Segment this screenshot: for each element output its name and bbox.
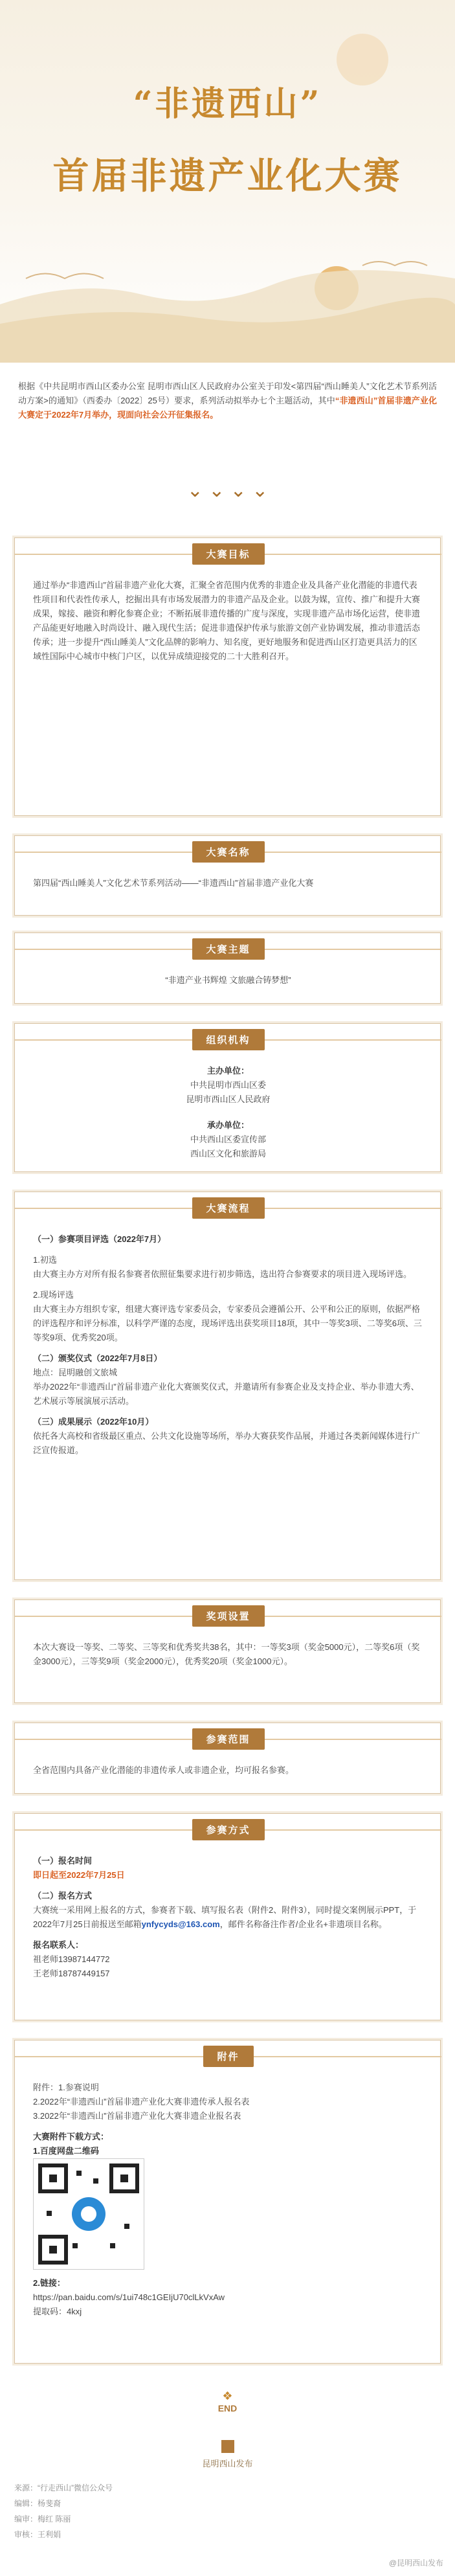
awards-text: 本次大赛设一等奖、二等奖、三等奖和优秀奖共38名，其中：一等奖3项（奖金5000元），二等奖6项（奖金3000元），三等奖9项（奖金2000元），优秀奖20项（奖金1000元）。 [33, 1642, 420, 1666]
section-header [15, 836, 441, 871]
attach-line-2: 3.2022年“非遗西山”首届非遗产业化大赛非遗企业报名表 [33, 2111, 241, 2121]
intro-paragraph [18, 379, 437, 422]
theme-text: “非遗产业书辉煌 文旅融合铸梦想” [165, 975, 291, 985]
credit-source: 来源：“行走西山”微信公众号 [14, 2483, 113, 2492]
org-body [33, 1064, 423, 1161]
section-method [14, 1813, 441, 2020]
scope-text: 全省范围内具备产业化潜能的非遗传承人或非遗企业，均可报名参赛。 [33, 1765, 294, 1775]
undertake-label: 承办单位： [206, 1120, 249, 1130]
process-step1-heading: （一）参赛项目评选（2022年7月） [33, 1234, 166, 1244]
download-heading: 大赛附件下载方式： [33, 2132, 109, 2141]
section-header [15, 1600, 441, 1635]
watermark: @昆明西山发布 [388, 2559, 443, 2568]
section-title: 组织机构 [192, 1029, 264, 1050]
publisher-block [0, 2440, 455, 2469]
section-header [15, 933, 441, 968]
undertake-unit-1: 中共西山区委宣传部 [190, 1135, 266, 1144]
section-header [15, 538, 441, 573]
goal-text: 通过举办“非遗西山”首届非遗产业化大赛，汇聚全省范围内优秀的非遗企业及具备产业化潜能的非遗代表性项目和代表性传承人，挖掘出具有市场发展潜力的非遗产品及企业。以鼓为媒，宣传、推广和提升大赛成果，嫁接、融资和孵化参赛企业；不断拓展非遗传播的广度与深度，实现非遗产品市场化运营，使非遗产品能更好地融入时尚设计、融入现代生活；促进非遗保护传承与旅游文创产业协调发展，推动非遗活态传承；进一步提升“西山睡美人”文化品牌的影响力、知名度，更好地服务和促进西山区打造更具活力的区域性国际中心城市中核门户区，以优异成绩迎接党的二十大胜利召开。 [33, 580, 421, 661]
process-onsite-text: 由大赛主办方组织专家，组建大赛评选专家委员会，专家委员会遵循公开、公平和公正的原则，依据严格的评选程序和评分标准，以科学严谨的态度，现场评选出获奖项目18项，其中一等奖3项、二等奖6项、三等奖9项、优秀奖20项。 [33, 1304, 422, 1342]
section-title: 参赛方式 [192, 1819, 264, 1840]
process-step3-heading: （三）成果展示（2022年10月） [33, 1417, 154, 1427]
end-ornament-icon: ❖ [222, 2390, 233, 2402]
process-step2-heading: （二）颁奖仪式（2022年7月8日） [33, 1353, 162, 1363]
host-unit-2: 昆明市西山区人民政府 [186, 1094, 271, 1104]
contact-2: 王老师18787449157 [33, 1969, 110, 1978]
end-text: END [217, 2403, 238, 2413]
contact-1: 祖老师13987144772 [33, 1954, 110, 1964]
method-text-a: 大赛统一采用网上报名的方式，参赛者下载、填写报名表（附件2、附件3），同时提交案例展示PPT，于2022年7月25日前报送至邮箱 [33, 1905, 417, 1929]
method-body [33, 1854, 423, 1981]
section-header [15, 1723, 441, 1758]
section-awards [14, 1599, 441, 1703]
attach-line-0: 附件：1.参赛说明 [33, 2083, 99, 2092]
end-marker [0, 2390, 455, 2413]
process-initial-text: 由大赛主办方对所有报名参赛者依照征集要求进行初步筛选，选出符合参赛要求的项目进入现场评选。 [33, 1269, 412, 1279]
intro-text: 根据《中共昆明市西山区委办公室 昆明市西山区人民政府办公室关于印发<第四届“西山睡美人”文化艺术节系列活动方案>的通知》（西委办〔2022〕25号）要求，系列活动拟举办七个主题活动，其中 [18, 381, 437, 405]
section-title: 奖项设置 [192, 1605, 264, 1627]
down-arrows-icon: ⌄ ⌄ ⌄ ⌄ [186, 480, 269, 501]
method-way-text [33, 1903, 423, 1932]
section-title: 大赛名称 [192, 841, 264, 863]
link-heading: 2.链接： [33, 2278, 65, 2288]
process-step3-text: 依托各大高校和省级最区重点、公共文化设施等场所，举办大赛获奖作品展，并通过各类新闻媒体进行广泛宣传报道。 [33, 1431, 421, 1455]
hero-banner [0, 0, 455, 363]
method-deadline: 即日起至2022年7月25日 [33, 1870, 125, 1880]
section-title: 附件 [203, 2046, 253, 2067]
process-body [33, 1232, 423, 1458]
section-title: 大赛目标 [192, 543, 264, 565]
intro-highlight: “非遗西山”首届非遗产业化大赛定于2022年7月举办，现面向社会公开征集报名。 [18, 396, 437, 420]
section-header [15, 1192, 441, 1227]
name-text: 第四届“西山睡美人”文化艺术节系列活动——“非遗西山”首届非遗产业化大赛 [33, 878, 314, 888]
section-organization [14, 1023, 441, 1172]
credit-editor: 编辑：杨斐裔 [14, 2499, 61, 2508]
undertake-unit-2: 西山区文化和旅游局 [190, 1149, 266, 1158]
credit-reviewer: 编审：梅红 陈丽 [14, 2514, 71, 2524]
process-initial-heading: 1.初选 [33, 1255, 57, 1265]
qr-code-icon [34, 2159, 144, 2269]
process-step2-text: 举办2022年“非遗西山”首届非遗产业化大赛颁奖仪式，并邀请所有参赛企业及支持企业、举办非遗大秀、艺术展示等展演展示活动。 [33, 1382, 419, 1406]
email-link[interactable]: ynfycyds@163.com [141, 1919, 220, 1929]
section-header [15, 2040, 441, 2075]
attach-line-1: 2.2022年“非遗西山”首届非遗产业化大赛非遗传承人报名表 [33, 2097, 250, 2107]
section-scope [14, 1723, 441, 1794]
host-label: 主办单位： [206, 1066, 249, 1076]
section-title: 大赛主题 [192, 938, 264, 960]
hero-title-line2: 首届非遗产业化大赛 [52, 155, 403, 198]
section-theme [14, 932, 441, 1004]
extract-code: 提取码：4kxj [33, 2307, 82, 2316]
section-header [15, 1024, 441, 1059]
section-attachments [14, 2040, 441, 2364]
section-title: 大赛流程 [192, 1197, 264, 1219]
method-text-b: ，邮件名称备注作者/企业名+非遗项目名称。 [219, 1919, 387, 1929]
credits [14, 2480, 441, 2542]
qr-code[interactable] [33, 2158, 144, 2270]
qr-heading: 1.百度网盘二维码 [33, 2146, 99, 2156]
section-name [14, 835, 441, 916]
section-goal [14, 537, 441, 816]
section-header [15, 1814, 441, 1849]
attach-body [33, 2081, 423, 2319]
process-step2-location: 地点：昆明融创文旅城 [33, 1368, 118, 1377]
hero-title-line1: “非遗西山” [133, 84, 322, 124]
section-title: 参赛范围 [192, 1728, 264, 1750]
publisher-name: 昆明西山发布 [202, 2459, 253, 2469]
process-onsite-heading: 2.现场评选 [33, 1290, 74, 1300]
contact-heading: 报名联系人： [33, 1940, 84, 1950]
publisher-logo-icon [221, 2440, 234, 2453]
credit-approver: 审核：王利娟 [14, 2530, 61, 2539]
host-unit-1: 中共昆明市西山区委 [190, 1080, 266, 1090]
download-link[interactable]: https://pan.baidu.com/s/1ui748c1GEIjU70clLkVxAw [33, 2292, 225, 2302]
section-process [14, 1192, 441, 1580]
method-time-heading: （一）报名时间 [33, 1856, 93, 1866]
method-way-heading: （二）报名方式 [33, 1891, 93, 1901]
